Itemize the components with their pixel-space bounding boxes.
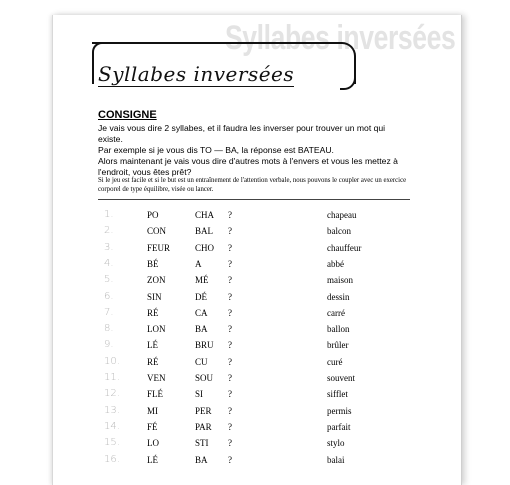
question-mark: ? [228,438,232,449]
syllable-1: VEN [147,373,166,383]
title-underline [98,86,294,87]
exercise-row [0,207,510,223]
answer: balcon [327,226,351,237]
item-number: 8. [104,323,114,335]
syllable-1: LO [147,438,159,449]
question-mark: ? [228,210,232,220]
exercise-row [0,272,510,288]
item-number: 2. [104,225,114,237]
watermark-title: Syllabes inversées [224,19,455,57]
syllable-2: STI [195,438,209,449]
question-mark: ? [228,226,232,237]
question-mark: ? [228,356,232,367]
consigne-line: Je vais vous dire 2 syllabes, et il faudra les inverser pour trouver un mot qui existe. [98,123,386,144]
item-number: 15. [104,437,120,449]
item-number: 10. [104,355,120,367]
answer: chapeau [327,210,357,220]
question-mark: ? [228,340,232,351]
answer: chauffeur [327,242,362,253]
syllable-1: SIN [147,291,162,302]
exercise-note: Si le jeu est facile et si le but est un entraînement de l'attention verbale, nous pouvons le coupler avec un exercice corporel de type équilibre, visée ou lancer. [98,177,407,193]
syllable-1: CON [147,226,167,237]
syllable-2: CU [195,356,208,367]
syllable-2: SOU [195,373,214,383]
question-mark: ? [228,454,232,465]
question-mark: ? [228,373,232,383]
question-mark: ? [228,258,232,269]
item-number: 11. [104,372,120,383]
syllable-2: DÉ [195,291,207,302]
consigne-line: Alors maintenant je vais vous dire d'autres mots à l'envers et vous les mettez à l'endroit, vous êtes prêt? [98,156,398,177]
syllable-1: FEUR [147,242,171,253]
syllable-2: BRU [195,340,214,351]
syllable-1: FLÉ [147,389,164,400]
item-number: 5. [104,274,114,286]
exercise-row [0,321,510,337]
item-number: 16. [104,453,120,465]
question-mark: ? [228,421,232,432]
exercise-row [0,419,510,435]
syllable-1: BÉ [147,258,159,269]
syllable-2: MÉ [195,275,209,286]
consigne-heading: CONSIGNE [98,109,157,121]
question-mark: ? [228,242,232,253]
item-number: 14. [104,420,120,432]
question-mark: ? [228,324,232,335]
consigne-text [98,123,410,178]
answer: balai [327,454,345,465]
exercise-row [0,386,510,402]
exercise-row [0,403,510,419]
exercise-row [0,289,510,305]
syllable-2: A [195,258,202,269]
page-title: Syllabes inversées [98,62,295,86]
item-number: 12. [104,388,120,400]
exercise-row [0,240,510,256]
answer: permis [327,405,352,416]
question-mark: ? [228,307,232,318]
exercise-row [0,223,510,239]
exercise-row [0,256,510,272]
answer: souvent [327,373,355,383]
question-mark: ? [228,291,232,302]
syllable-2: PAR [195,421,212,432]
syllable-2: BAL [195,226,213,237]
item-number: 1. [104,209,114,220]
syllable-2: CA [195,307,208,318]
item-number: 13. [104,404,120,416]
exercise-row [0,435,510,451]
exercise-row [0,452,510,468]
syllable-1: RÉ [147,356,159,367]
item-number: 6. [104,290,114,302]
syllable-2: BA [195,324,208,335]
question-mark: ? [228,405,232,416]
syllable-2: SI [195,389,204,400]
answer: maison [327,275,353,286]
syllable-1: PO [147,210,159,220]
item-number: 4. [104,257,114,269]
syllable-1: RÉ [147,307,159,318]
exercise-row [0,370,510,386]
answer: abbé [327,258,344,269]
syllable-2: CHO [195,242,215,253]
item-number: 7. [104,306,114,318]
divider [98,199,410,200]
syllable-1: LÉ [147,454,158,465]
exercise-row [0,354,510,370]
syllable-1: FÉ [147,421,158,432]
syllable-1: MI [147,405,158,416]
answer: curé [327,356,343,367]
syllable-2: BA [195,454,208,465]
answer: sifflet [327,389,348,400]
answer: stylo [327,438,345,449]
answer: parfait [327,421,351,432]
exercise-row [0,305,510,321]
answer: ballon [327,324,350,335]
question-mark: ? [228,389,232,400]
syllable-1: LÉ [147,340,158,351]
answer: carré [327,307,345,318]
answer: dessin [327,291,350,302]
answer: brûler [327,340,349,351]
item-number: 9. [104,339,114,351]
syllable-1: LON [147,324,166,335]
question-mark: ? [228,275,232,286]
syllable-2: PER [195,405,212,416]
exercise-row [0,337,510,353]
consigne-line: Par exemple si je vous dis TO — BA, la réponse est BATEAU. [98,145,334,155]
item-number: 3. [104,241,114,253]
syllable-1: ZON [147,275,166,286]
syllable-2: CHA [195,210,215,220]
